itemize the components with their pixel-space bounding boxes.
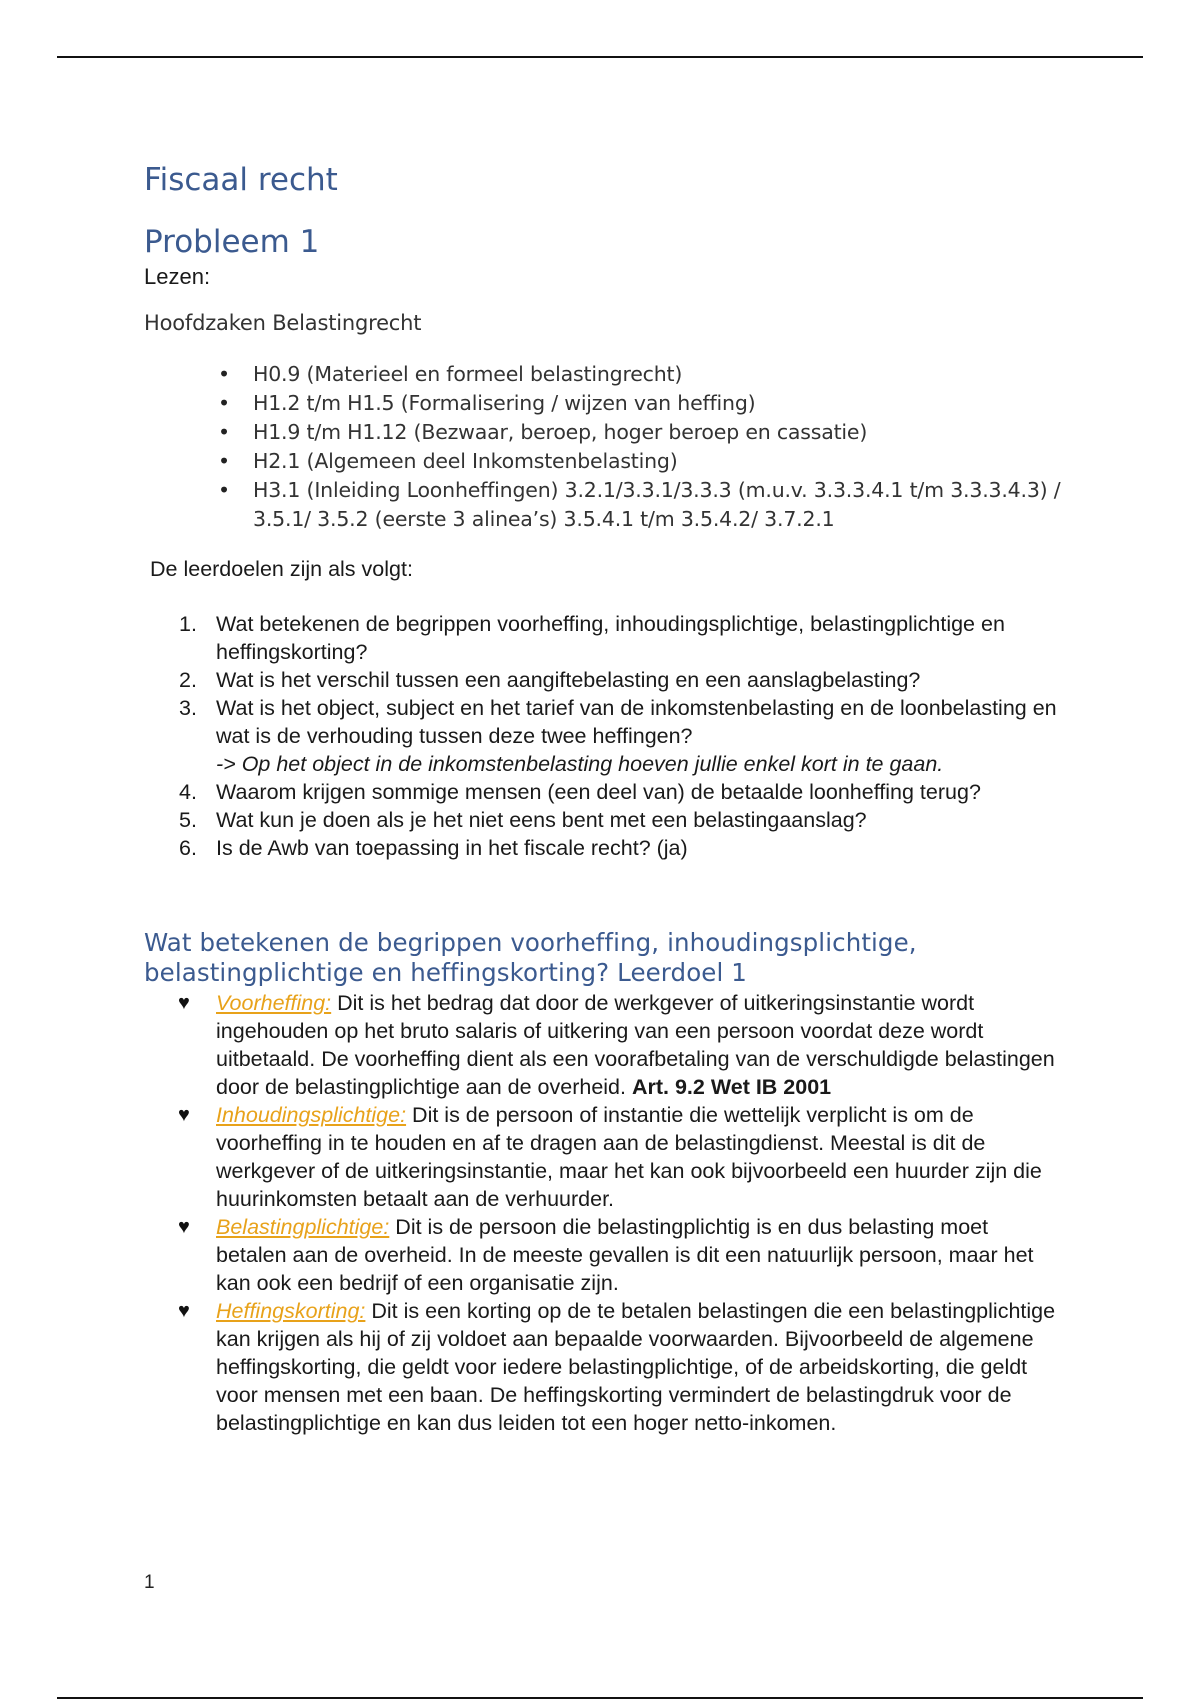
document-title: Fiscaal recht [144,162,338,198]
reading-item: • H3.1 (Inleiding Loonheffingen) 3.2.1/3.3.1/3.3.3 (m.u.v. 3.3.3.4.1 t/m 3.3.3.4.3) / 3.5.1/ 3.5.2 (eerste 3 alinea’s) 3.5.4.1 t/m 3.5.4.2/ 3.7.2.1 [253,476,1064,534]
definition-item [178,1213,1064,1297]
definition-text: Dit is de persoon of instantie die wettelijk verplicht is om de voorheffing in te houden en af te dragen aan de belastingdienst. Meestal is dit de werkgever of de uitkeringsinstantie, maar het kan ook bijvoorbeeld een huurder zijn die huurinkomsten betaalt aan de verhuurder. [216,1103,1042,1211]
goal-number: 5. [179,808,197,832]
definition-text: Dit is een korting op de te betalen belastingen die een belastingplichtige kan krijgen als hij of zij voldoet aan bepaalde voorwaarden. Bijvoorbeeld de algemene heffingskorting, die geldt voor iedere belastingplichtige, of de arbeidskorting, die geldt voor mensen met een baan. De heffingskorting vermindert de belastingdruk voor de belastingplichtige en kan dus leiden tot een hoger netto-inkomen. [216,1299,1056,1435]
reading-item: • H1.2 t/m H1.5 (Formalisering / wijzen van heffing) [253,389,1064,418]
heart-bullet-icon: ♥ [178,1216,190,1238]
definitions-list [144,989,1064,1437]
read-label: Lezen: [144,264,211,289]
reading-list [144,360,1064,534]
section-heading: Wat betekenen de begrippen voorheffing, inhoudingsplichtige, belastingplichtige en heffingskorting? Leerdoel 1 [144,928,917,987]
definition-text: Dit is de persoon die belastingplichtig is en dus belasting moet betalen aan de overheid. In de meeste gevallen is dit een natuurlijk persoon, maar het kan ook een bedrijf of een organisatie zijn. [216,1215,1034,1295]
learning-goal [179,806,1064,834]
term-link[interactable]: Heffingskorting: [216,1299,366,1323]
reading-item: • H0.9 (Materieel en formeel belastingrecht) [253,360,1064,389]
goal-number: 2. [179,668,197,692]
learning-goal [179,666,1064,694]
goal-text: Wat is het verschil tussen een aangiftebelasting en een aanslagbelasting? [216,668,921,692]
reading-item: • H2.1 (Algemeen deel Inkomstenbelasting) [253,447,1064,476]
learning-goal [179,834,1064,862]
top-rule [57,56,1143,58]
book-title: Hoofdzaken Belastingrecht [144,311,422,335]
goal-number: 4. [179,780,197,804]
goals-intro: De leerdoelen zijn als volgt: [150,557,413,581]
goal-number: 1. [179,612,197,636]
goal-number: 3. [179,696,197,720]
definition-text: Dit is het bedrag dat door de werkgever of uitkeringsinstantie wordt ingehouden op het bruto salaris of uitkering van een persoon voordat deze wordt uitbetaald. De voorheffing dient als een voorafbetaling van de verschuldigde belastingen door de belastingplichtige aan de overheid. [216,991,1055,1099]
bottom-rule [57,1697,1143,1699]
term-link[interactable]: Belastingplichtige: [216,1215,390,1239]
reading-item: • H1.9 t/m H1.12 (Bezwaar, beroep, hoger beroep en cassatie) [253,418,1064,447]
learning-goal [179,610,1064,666]
heart-bullet-icon: ♥ [178,1104,190,1126]
learning-goal [179,778,1064,806]
definition-item [178,1101,1064,1213]
goal-text: Wat kun je doen als je het niet eens bent met een belastingaanslag? [216,808,867,832]
goal-text: Waarom krijgen sommige mensen (een deel van) de betaalde loonheffing terug? [216,780,981,804]
definition-item [178,1297,1064,1437]
goal-text: Wat is het object, subject en het tarief van de inkomstenbelasting en de loonbelasting en wat is de verhouding tussen deze twee heffingen? [216,696,1057,748]
goal-number: 6. [179,836,197,860]
heart-bullet-icon: ♥ [178,1300,190,1322]
goal-text: Is de Awb van toepassing in het fiscale recht? (ja) [216,836,688,860]
definition-item [178,989,1064,1101]
learning-goals-list [144,610,1064,862]
term-link[interactable]: Inhoudingsplichtige: [216,1103,407,1127]
learning-goal [179,694,1064,778]
goal-note: -> Op het object in de inkomstenbelasting hoeven jullie enkel kort in te gaan. [216,752,944,776]
heart-bullet-icon: ♥ [178,992,190,1014]
goal-text: Wat betekenen de begrippen voorheffing, inhoudingsplichtige, belastingplichtige en heffingskorting? [216,612,1005,664]
problem-title: Probleem 1 [144,224,320,260]
document-body [144,160,1064,1437]
law-reference: Art. 9.2 Wet IB 2001 [631,1075,832,1099]
term-link[interactable]: Voorheffing: [216,991,332,1015]
page-number: 1 [144,1572,155,1593]
